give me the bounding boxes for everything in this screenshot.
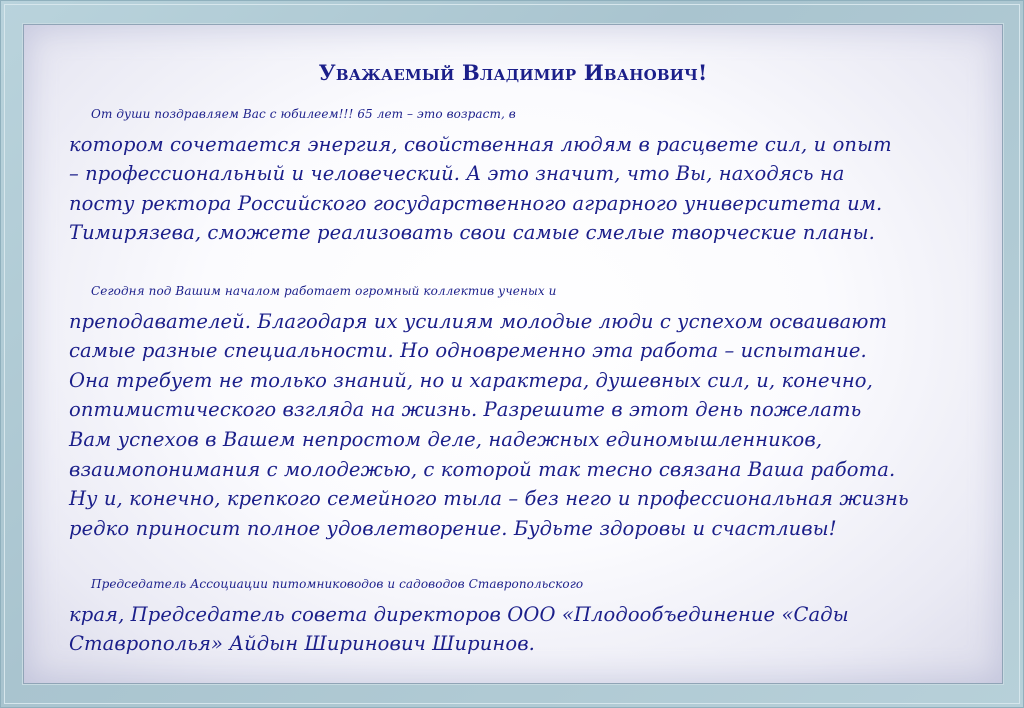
- text-line: Она требует не только знаний, но и характера, душевных сил, и, конечно,: [69, 368, 873, 392]
- text-line: самые разные специальности. Но одновременно эта работа – испытание.: [69, 339, 867, 363]
- text-line: Сегодня под Вашим началом работает огромный коллектив ученых и: [91, 284, 557, 298]
- letter-salutation: Уважаемый Владимир Иванович!: [318, 60, 708, 85]
- text-line: От души поздравляем Вас с юбилеем!!! 65 лет – это возраст, в: [91, 107, 516, 121]
- signature-paragraph: [69, 570, 964, 659]
- text-line: взаимопонимания с молодежью, с которой так тесно связана Ваша работа.: [69, 457, 896, 481]
- text-line: края, Председатель совета директоров ООО «Плодообъединение «Сады: [69, 602, 849, 626]
- congratulation-paragraph: [69, 100, 964, 248]
- text-line: оптимистического взгляда на жизнь. Разрешите в этот день пожелать: [69, 398, 862, 422]
- text-line: редко приносит полное удовлетворение. Будьте здоровы и счастливы!: [69, 516, 837, 540]
- text-line: Ну и, конечно, крепкого семейного тыла – без него и профессиональная жизнь: [69, 487, 909, 511]
- text-line: – профессиональный и человеческий. А это значит, что Вы, находясь на: [69, 162, 845, 186]
- letter-sheet: [23, 24, 1003, 684]
- wishes-paragraph: [69, 277, 964, 543]
- text-line: посту ректора Российского государственного аграрного университета им.: [69, 191, 883, 215]
- text-line: Тимирязева, сможете реализовать свои самые смелые творческие планы.: [69, 221, 875, 245]
- text-line: преподавателей. Благодаря их усилиям молодые люди с успехом осваивают: [69, 309, 888, 333]
- text-line: Ставрополья» Айдын Ширинович Ширинов.: [69, 632, 535, 656]
- text-line: Председатель Ассоциации питомниководов и садоводов Ставропольского: [91, 577, 584, 591]
- text-line: котором сочетается энергия, свойственная людям в расцвете сил, и опыт: [69, 132, 892, 156]
- text-line: Вам успехов в Вашем непростом деле, надежных единомышленников,: [69, 427, 823, 451]
